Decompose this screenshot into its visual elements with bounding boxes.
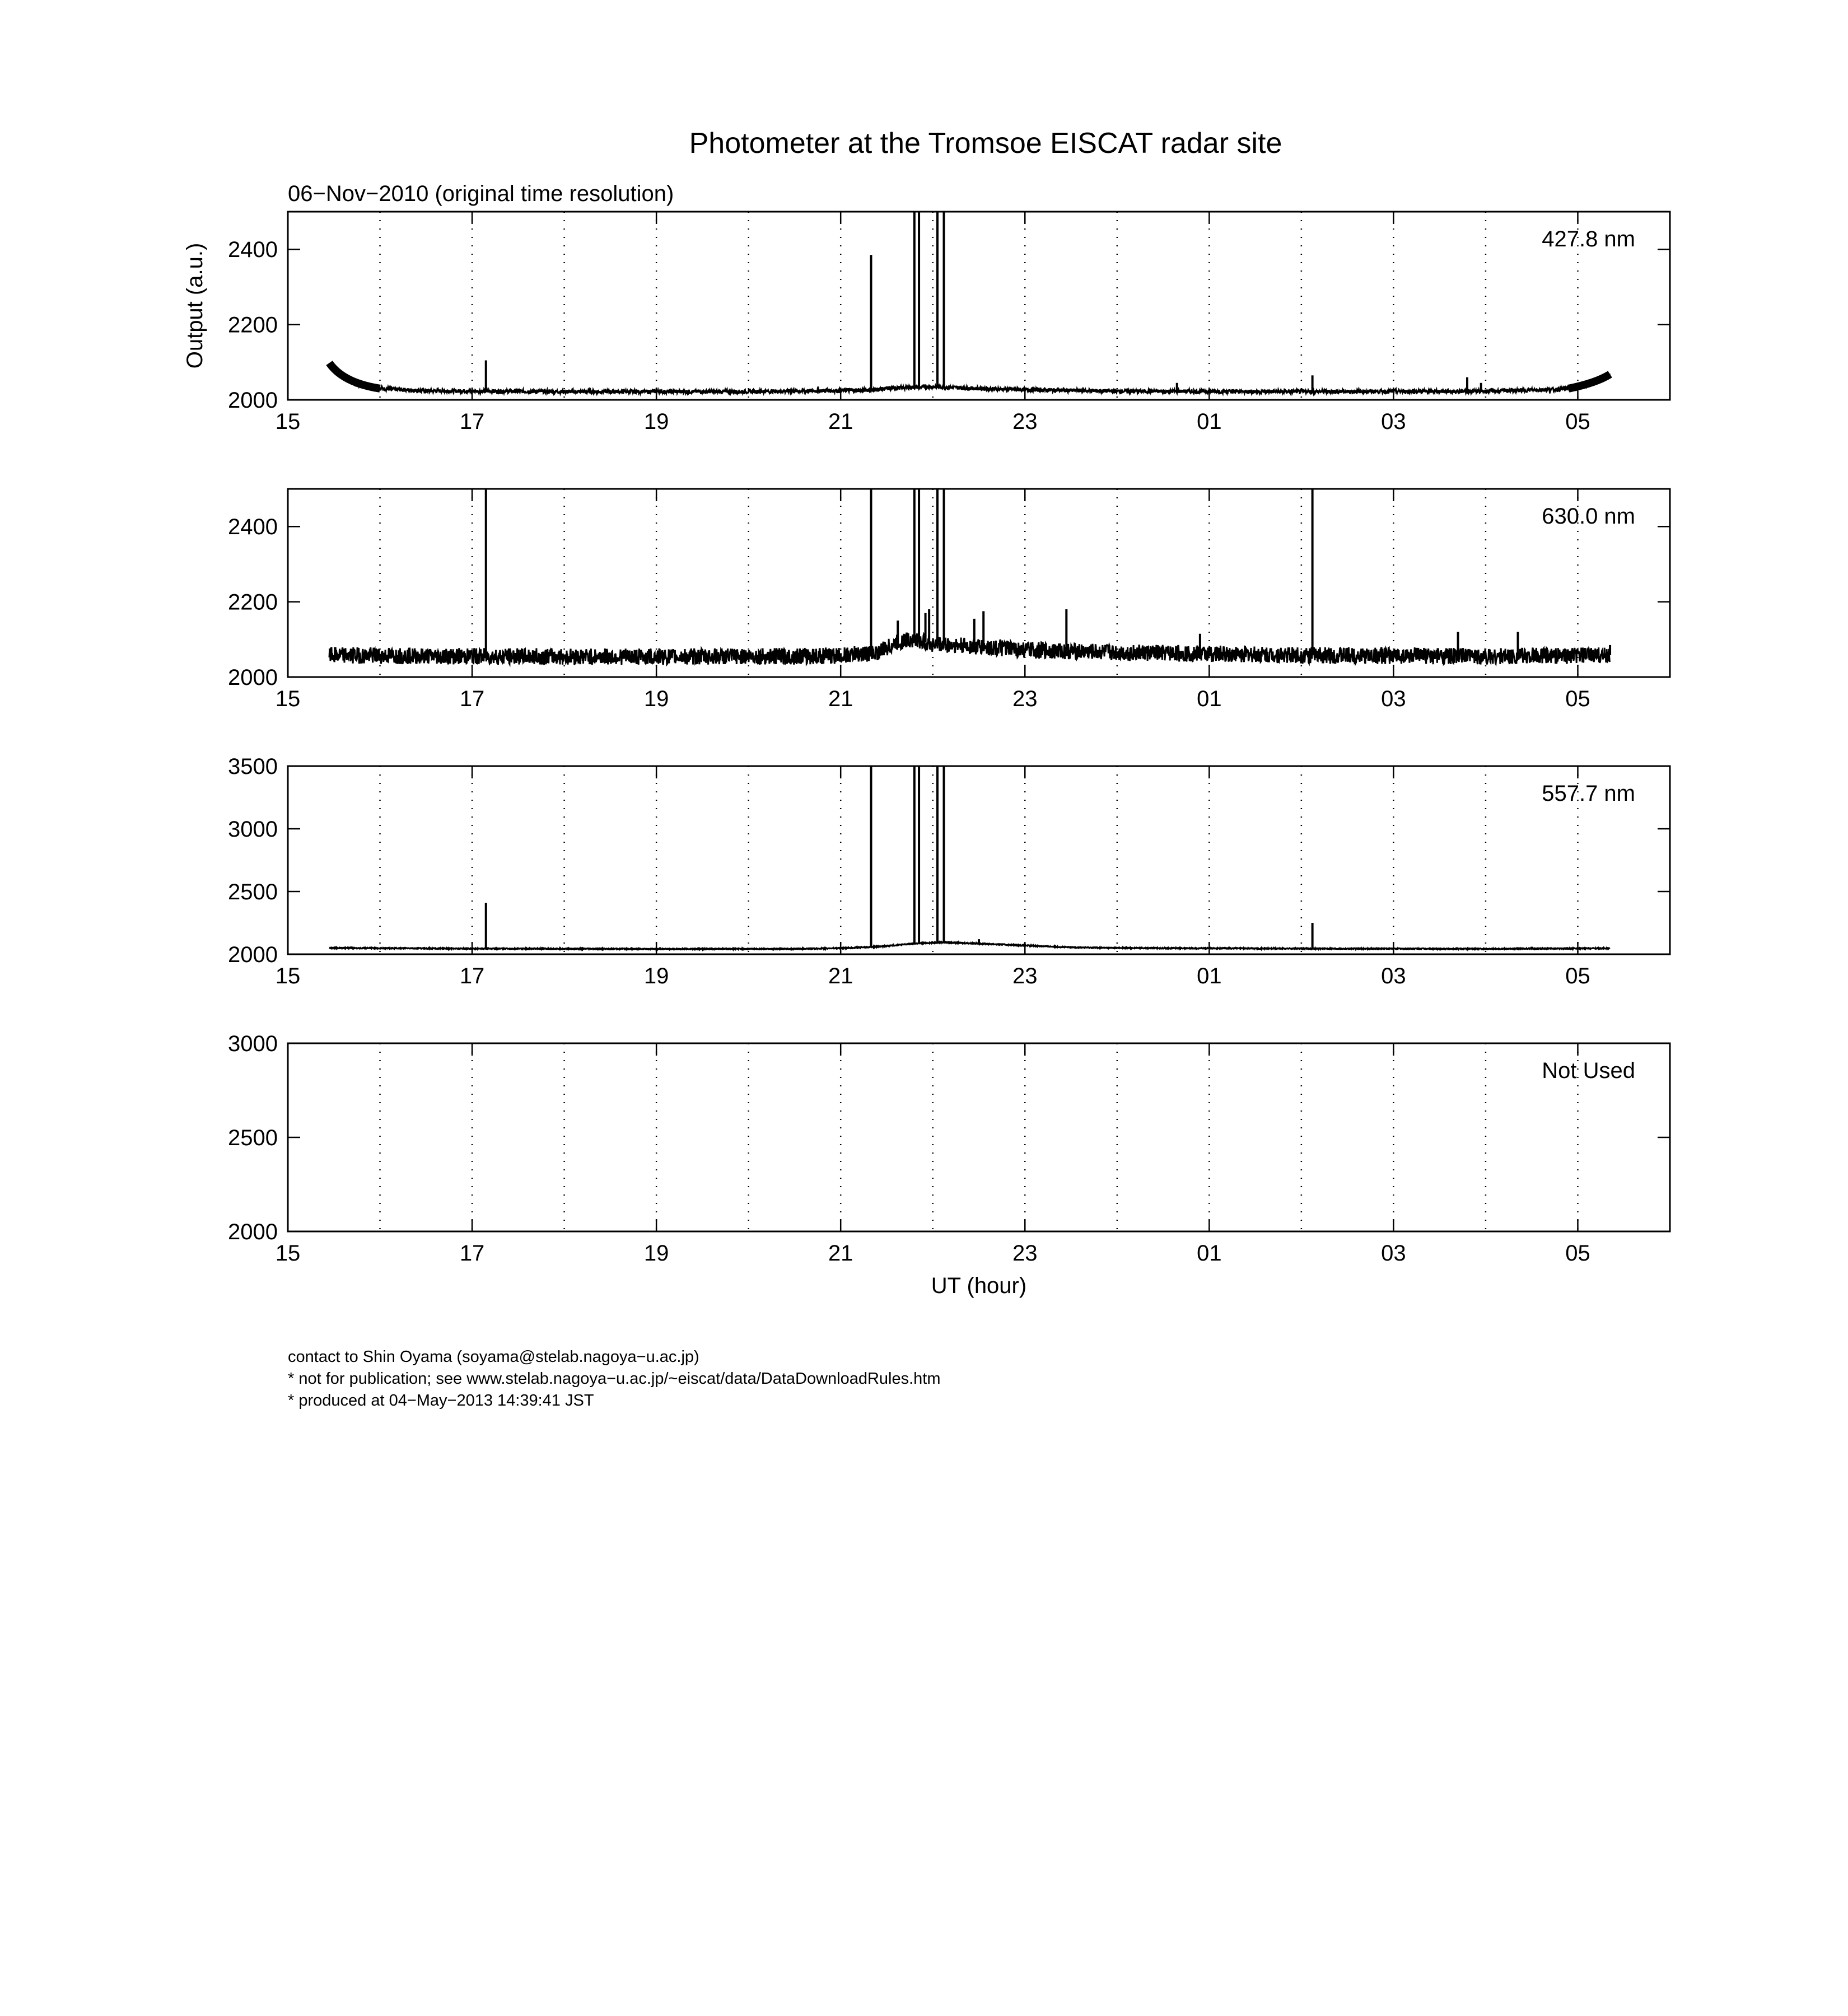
series-edge xyxy=(329,363,380,389)
channel-label: 427.8 nm xyxy=(1542,227,1635,251)
channel-label: 630.0 nm xyxy=(1542,504,1635,529)
footer-contact: contact to Shin Oyama (soyama@stelab.nagoya−u.ac.jp) xyxy=(288,1348,699,1366)
figure-title: Photometer at the Tromsoe EISCAT radar site xyxy=(689,127,1282,160)
x-tick-label: 19 xyxy=(643,687,669,711)
panel-2 xyxy=(228,489,1670,711)
x-tick-label: 15 xyxy=(275,1241,301,1266)
x-tick-label: 17 xyxy=(459,964,485,988)
y-tick-label: 3000 xyxy=(228,817,278,842)
panel-4 xyxy=(228,1032,1670,1298)
x-tick-label: 03 xyxy=(1381,409,1406,434)
y-tick-label: 2000 xyxy=(228,942,278,967)
x-tick-label: 17 xyxy=(459,409,485,434)
panel-frame xyxy=(288,212,1670,400)
y-tick-label: 2000 xyxy=(228,1220,278,1244)
x-tick-label: 15 xyxy=(275,687,301,711)
x-tick-label: 05 xyxy=(1565,964,1590,988)
x-tick-label: 03 xyxy=(1381,964,1406,988)
x-tick-label: 01 xyxy=(1197,964,1222,988)
x-tick-label: 01 xyxy=(1197,409,1222,434)
x-tick-label: 21 xyxy=(828,687,853,711)
x-tick-label: 17 xyxy=(459,1241,485,1266)
panel-3 xyxy=(228,754,1670,988)
x-tick-label: 03 xyxy=(1381,687,1406,711)
x-tick-label: 01 xyxy=(1197,1241,1222,1266)
y-tick-label: 2200 xyxy=(228,312,278,338)
x-tick-label: 19 xyxy=(643,409,669,434)
footer-notes xyxy=(288,1346,1632,1412)
y-tick-label: 2000 xyxy=(228,388,278,413)
x-axis-label: UT (hour) xyxy=(931,1273,1027,1298)
x-tick-label: 05 xyxy=(1565,687,1590,711)
series-line xyxy=(329,633,1609,665)
series-line xyxy=(329,364,1609,393)
y-axis-label: Output (a.u.) xyxy=(183,242,207,369)
footer-produced: * produced at 04−May−2013 14:39:41 JST xyxy=(288,1392,594,1410)
channel-label: Not Used xyxy=(1542,1058,1635,1083)
x-tick-label: 21 xyxy=(828,964,853,988)
panel-frame xyxy=(288,1043,1670,1231)
x-tick-label: 23 xyxy=(1012,687,1038,711)
panels-group xyxy=(183,212,1670,1298)
y-tick-label: 2500 xyxy=(228,1126,278,1150)
footer-notice: * not for publication; see www.stelab.nagoya−u.ac.jp/~eiscat/data/DataDownloadRules.htm xyxy=(288,1370,941,1388)
series-edge xyxy=(1569,374,1610,389)
channel-label: 557.7 nm xyxy=(1542,781,1635,806)
x-tick-label: 21 xyxy=(828,1241,853,1266)
y-tick-label: 2400 xyxy=(228,237,278,263)
x-tick-label: 03 xyxy=(1381,1241,1406,1266)
x-tick-label: 05 xyxy=(1565,409,1590,434)
panel-frame xyxy=(288,766,1670,954)
x-tick-label: 23 xyxy=(1012,1241,1038,1266)
x-tick-label: 17 xyxy=(459,687,485,711)
panel-1 xyxy=(183,212,1670,434)
x-tick-label: 21 xyxy=(828,409,853,434)
y-tick-label: 2000 xyxy=(228,665,278,690)
x-tick-label: 01 xyxy=(1197,687,1222,711)
y-tick-label: 2200 xyxy=(228,590,278,615)
y-tick-label: 2500 xyxy=(228,880,278,904)
y-tick-label: 3000 xyxy=(228,1032,278,1056)
figure-subtitle: 06−Nov−2010 (original time resolution) xyxy=(288,181,674,206)
x-tick-label: 19 xyxy=(643,1241,669,1266)
x-tick-label: 19 xyxy=(643,964,669,988)
y-tick-label: 2400 xyxy=(228,515,278,540)
x-tick-label: 23 xyxy=(1012,964,1038,988)
x-tick-label: 05 xyxy=(1565,1241,1590,1266)
x-tick-label: 15 xyxy=(275,964,301,988)
y-tick-label: 3500 xyxy=(228,754,278,779)
x-tick-label: 23 xyxy=(1012,409,1038,434)
series-line xyxy=(329,942,1609,949)
x-tick-label: 15 xyxy=(275,409,301,434)
